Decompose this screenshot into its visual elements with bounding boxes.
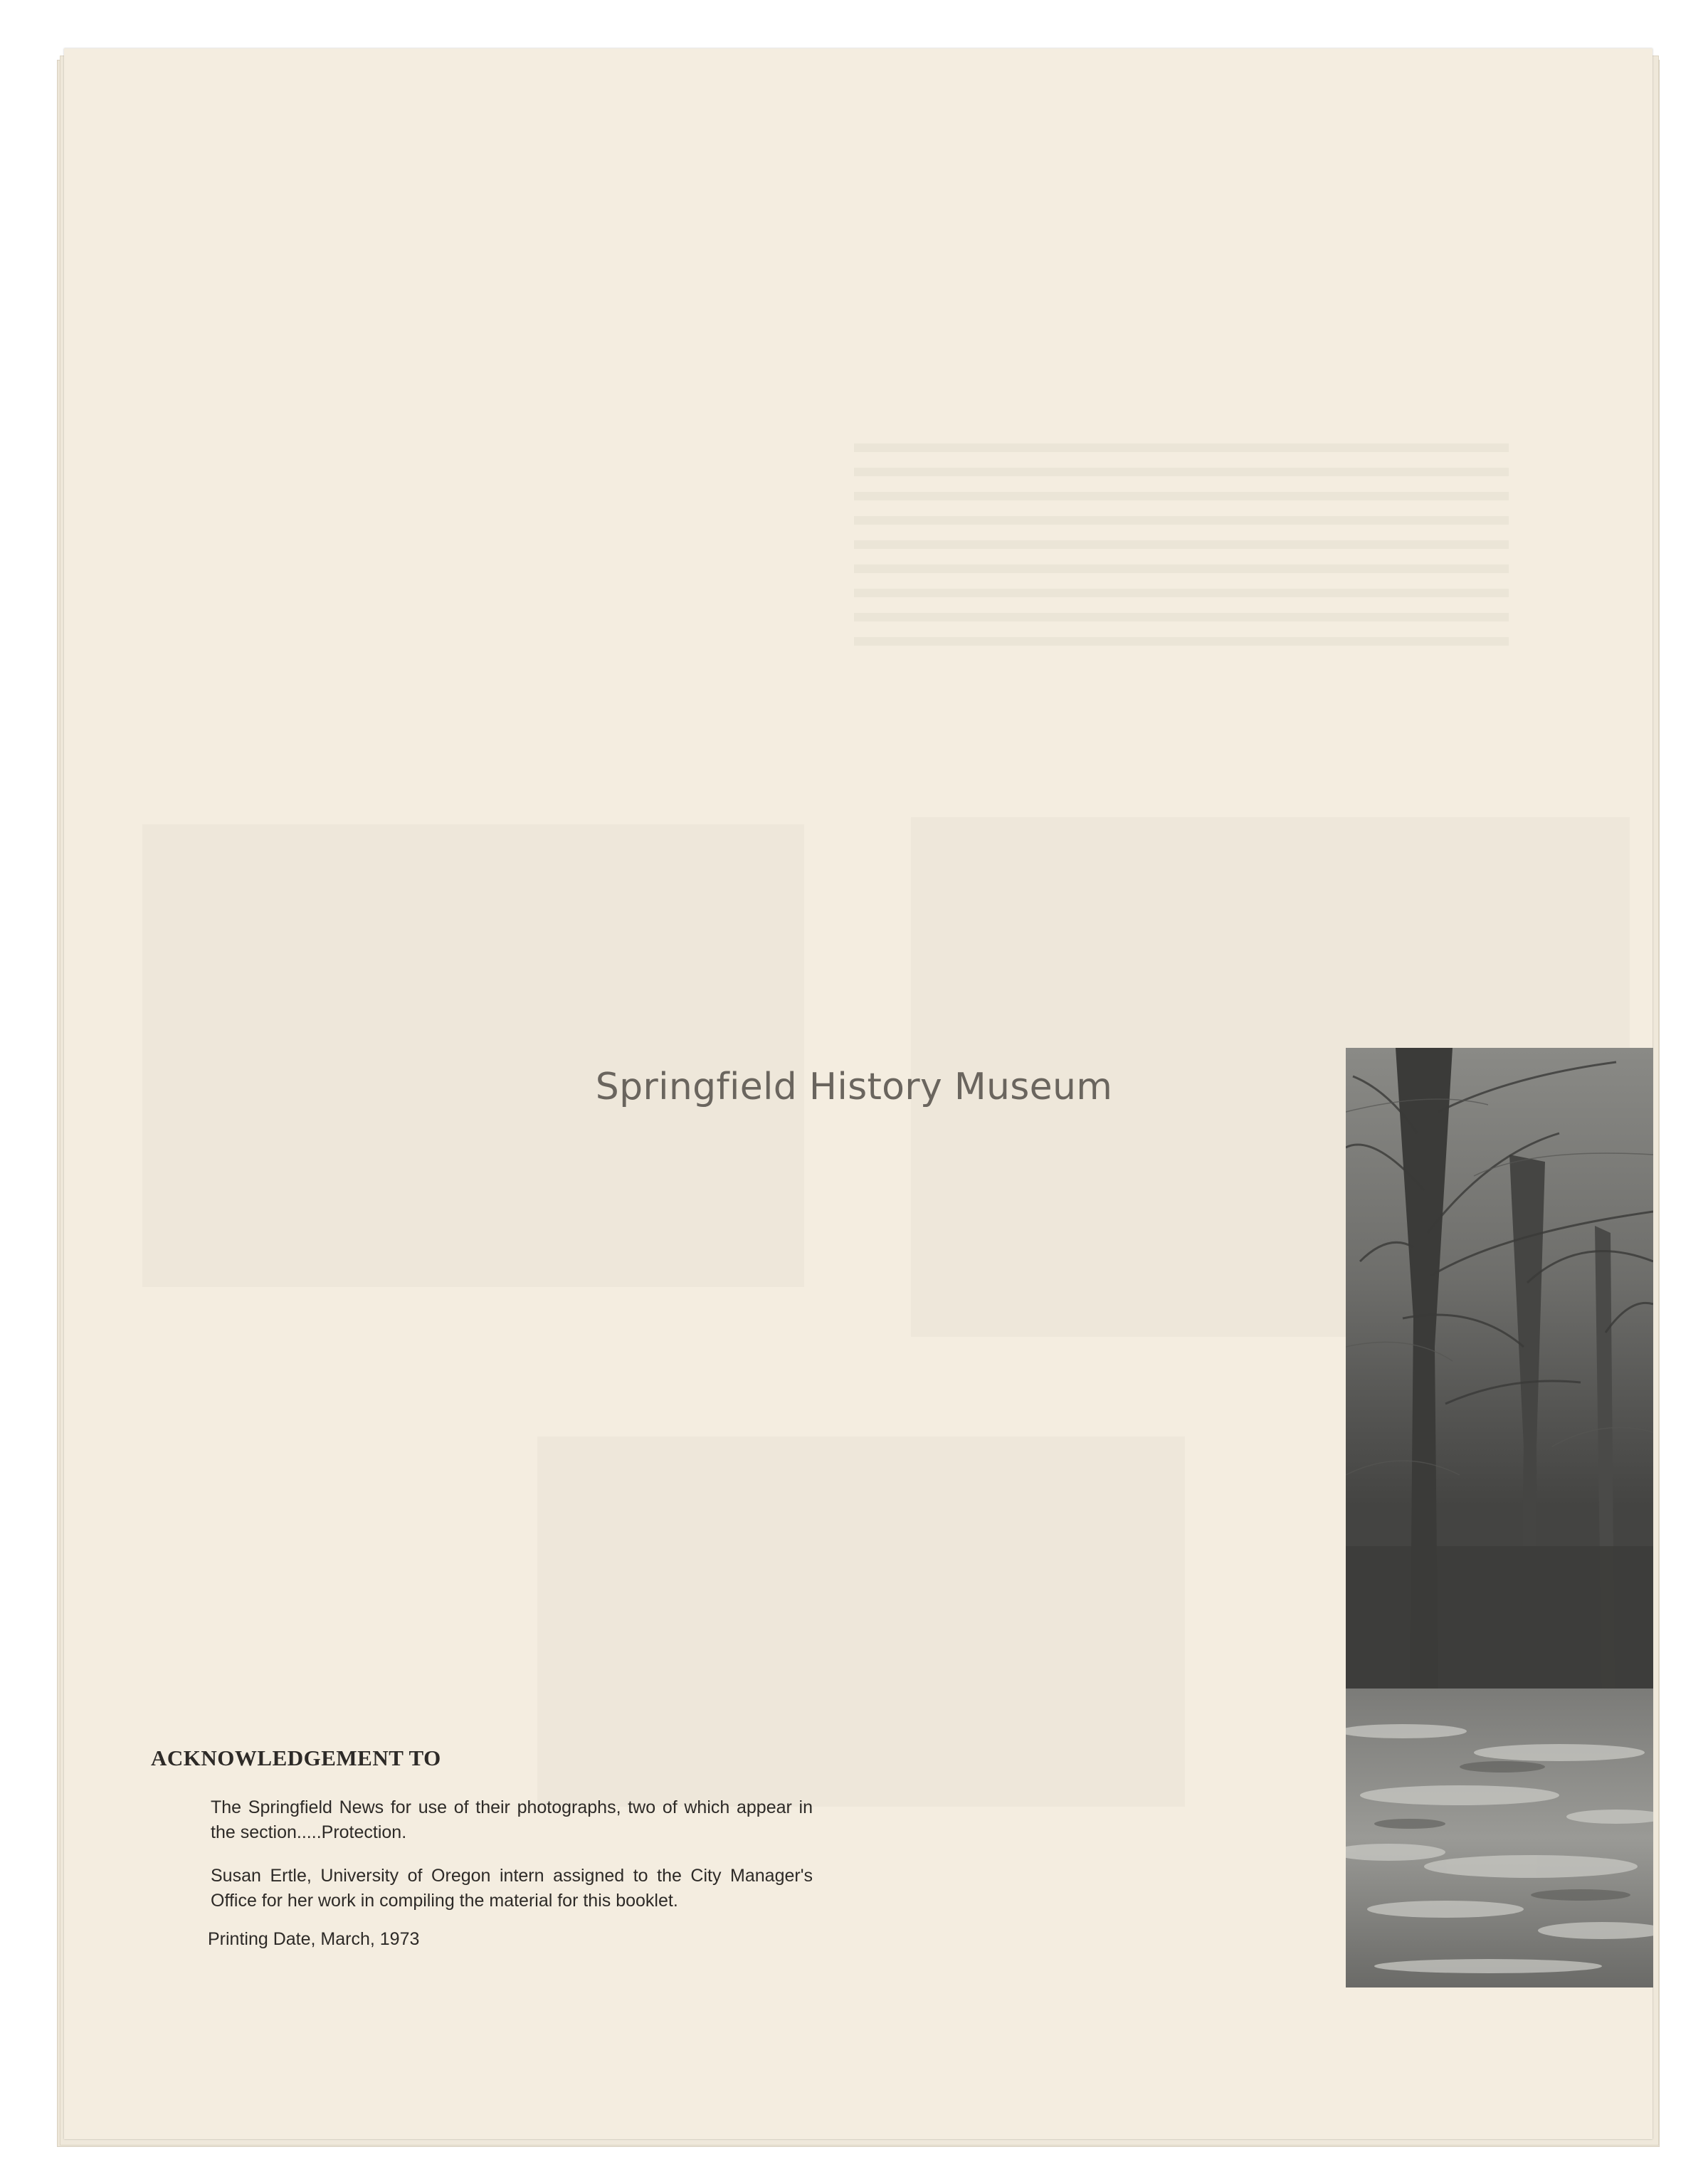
watermark-text: Springfield History Museum <box>595 1066 1113 1108</box>
bleed-through-photo-left <box>142 824 804 1287</box>
acknowledgement-heading: ACKNOWLEDGEMENT TO <box>151 1745 441 1770</box>
acknowledgement-item: Susan Ertle, University of Oregon intern assigned to the City Manager's Office for her work in compiling the material for this booklet. <box>211 1866 813 1911</box>
acknowledgement-section <box>151 1745 827 1950</box>
river-photo <box>1346 1048 1653 1987</box>
printing-date: Printing Date, March, 1973 <box>208 1929 420 1949</box>
bleed-through-text-lines <box>854 443 1509 661</box>
acknowledgement-item: The Springfield News for use of their photographs, two of which appear in the section.....Protection. <box>211 1797 813 1842</box>
